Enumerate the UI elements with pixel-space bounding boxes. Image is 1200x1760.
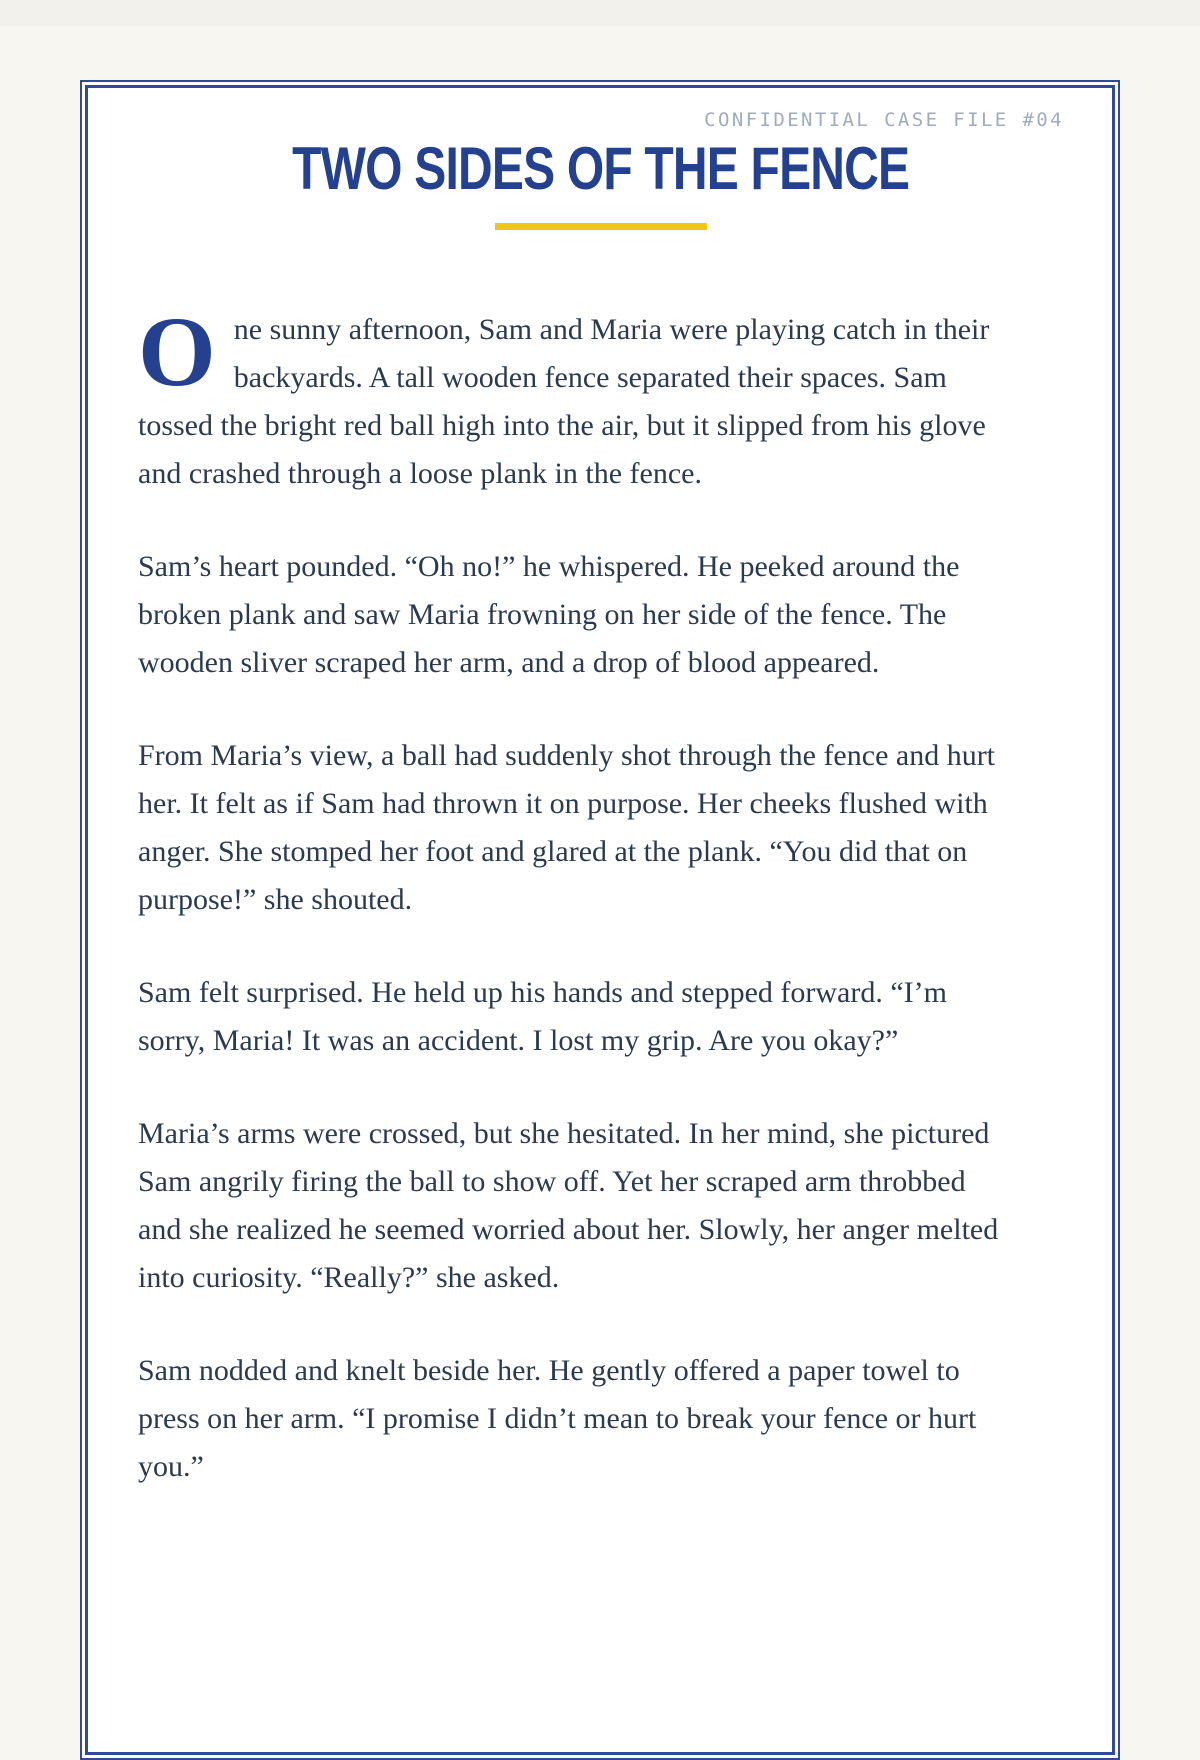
title-underline-accent [495, 223, 707, 230]
story-paragraph: Maria’s arms were crossed, but she hesitated. In her mind, she pictured Sam angrily firing the ball to show off. Yet her scraped arm throbbed and she realized he seemed worried about her. Slowly, her anger melted into curiosity. “Really?” she asked. [138, 1117, 999, 1294]
story-article [138, 296, 1008, 1491]
page-title [138, 135, 1064, 209]
opening-paragraph-text: ne sunny afternoon, Sam and Maria were playing catch in their backyards. A tall wooden fence separated their spaces. Sam tossed the bright red ball high into the air, but it slipped from his glove and crashed through a loose plank in the fence. [138, 313, 990, 490]
page-top-strip [0, 0, 1200, 26]
opening-paragraph [138, 296, 1008, 498]
page-title-text: TWO SIDES OF THE FENCE [292, 135, 910, 202]
document-card [80, 80, 1120, 1760]
story-paragraph: Sam nodded and knelt beside her. He gently offered a paper towel to press on her arm. “I promise I didn’t mean to break your fence or hurt you.” [138, 1354, 977, 1483]
story-paragraph: From Maria’s view, a ball had suddenly shot through the fence and hurt her. It felt as if Sam had thrown it on purpose. Her cheeks flushed with anger. She stomped her foot and glared at the plank. “You did that on purpose!” she shouted. [138, 739, 996, 916]
story-paragraphs [138, 543, 1008, 1491]
case-file-label: CONFIDENTIAL CASE FILE #04 [704, 109, 1064, 131]
document-card-inner-border [85, 85, 1115, 1755]
story-paragraph: Sam’s heart pounded. “Oh no!” he whispered. He peeked around the broken plank and saw Maria frowning on her side of the fence. The wooden sliver scraped her arm, and a drop of blood appeared. [138, 550, 960, 679]
story-paragraph: Sam felt surprised. He held up his hands and stepped forward. “I’m sorry, Maria! It was an accident. I lost my grip. Are you okay?” [138, 976, 947, 1057]
drop-cap: O [138, 296, 216, 407]
